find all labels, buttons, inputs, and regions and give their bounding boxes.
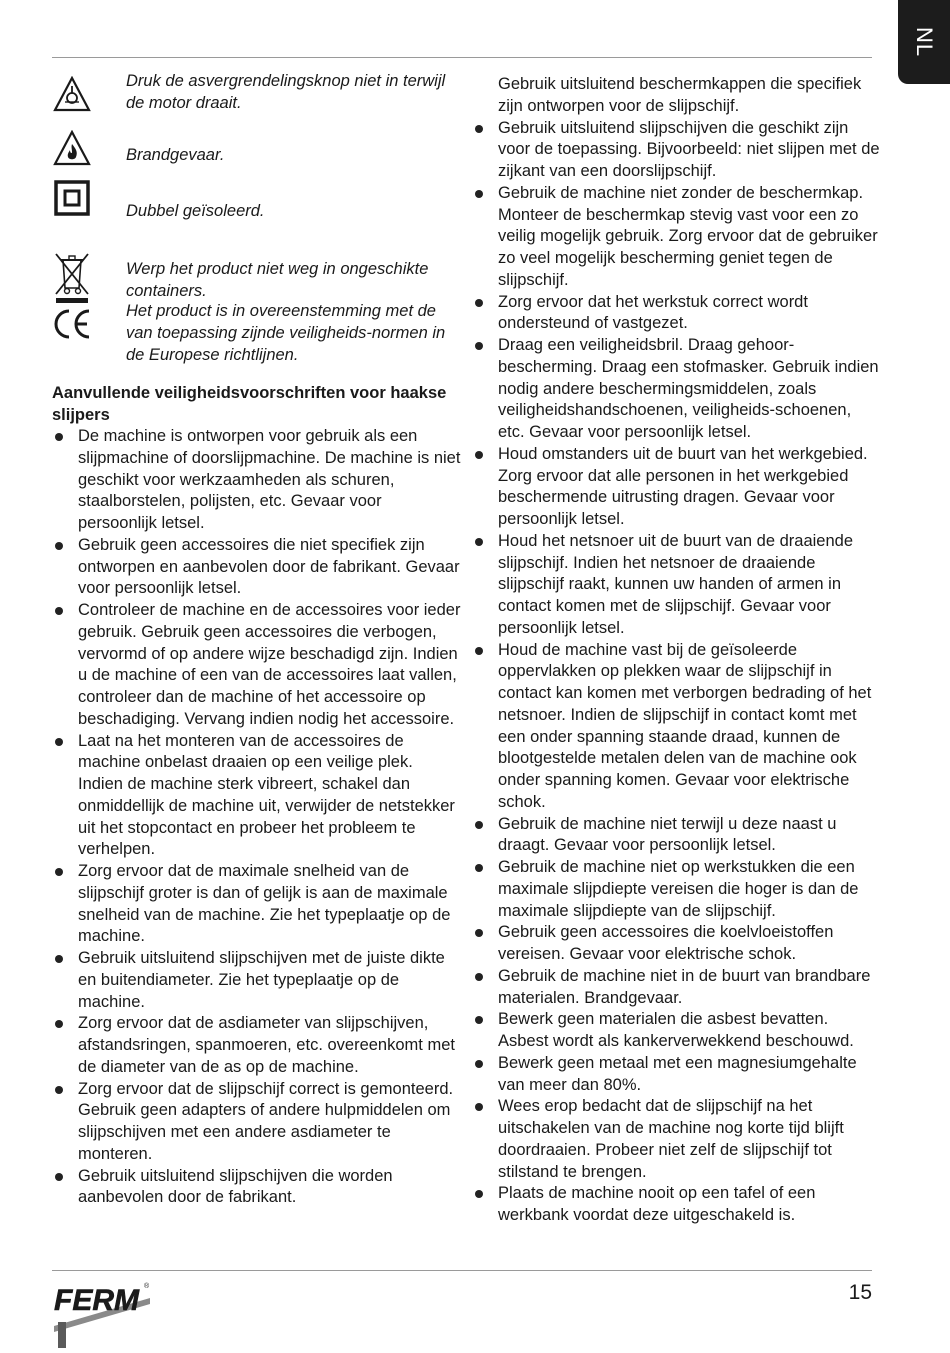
right-column	[472, 74, 882, 1227]
symbol-text: Dubbel geïsoleerd.	[126, 202, 265, 220]
list-item: Zorg ervoor dat het werkstuk correct wordt ondersteund of vastgezet.	[472, 292, 882, 336]
section-title: Aanvullende veiligheidsvoorschriften voor haakse slijpers	[52, 384, 447, 424]
list-item: Gebruik de machine niet op werkstukken die een maximale slijpdiepte vereisen die hoger is dan de maximale slijpdiepte van de slijpschijf.	[472, 857, 882, 922]
list-item: Houd omstanders uit de buurt van het werkgebied. Zorg ervoor dat alle personen in het werkgebied beschermende uitrusting dragen. Gevaar voor persoonlijk letsel.	[472, 444, 882, 531]
symbol-row-spindle-lock	[52, 70, 462, 126]
page-number: 15	[848, 1281, 872, 1304]
list-item: Bewerk geen materialen die asbest bevatten. Asbest wordt als kankerverwekkend beschouwd.	[472, 1009, 882, 1053]
left-column	[52, 70, 462, 1209]
double-insulated-icon	[52, 180, 92, 216]
list-item: Gebruik de machine niet terwijl u deze naast u draagt. Gevaar voor persoonlijk letsel.	[472, 814, 882, 858]
svg-text:®: ®	[144, 1283, 150, 1290]
list-item: Zorg ervoor dat de asdiameter van slijpschijven, afstandsringen, spanmoeren, etc. overeenkomt met de diameter van de as op de machine.	[52, 1013, 462, 1078]
ce-mark-icon	[52, 308, 92, 340]
language-code: NL	[912, 26, 937, 58]
list-item: Houd de machine vast bij de geïsoleerde oppervlakken op plekken waar de slijpschijf in contact kan komen met verborgen bedrading of het netsnoer. Indien de slijpschijf in contact komt met een onder spanning staande draad, kunnen de blootgestelde metalen delen van de machine ook onder spanning komen. Gevaar voor elektrische schok.	[472, 640, 882, 814]
list-item: Gebruik uitsluitend slijpschijven die worden aanbevolen door de fabrikant.	[52, 1166, 462, 1210]
list-item: Draag een veiligheidsbril. Draag gehoor-bescherming. Draag een stofmasker. Gebruik indien nodig andere beschermingsmiddelen, zoals veiligheidshandschoenen, veiligheids-schoenen, etc. Gevaar voor persoonlijk letsel.	[472, 335, 882, 444]
left-bullet-list	[52, 426, 462, 1209]
symbol-text: Het product is in overeenstemming met de van toepassing zijnde veiligheids-normen in de Europese richtlijnen.	[126, 302, 446, 364]
symbol-text: Druk de asvergrendelingsknop niet in terwijl de motor draait.	[126, 72, 446, 112]
continued-paragraph: Gebruik uitsluitend beschermkappen die specifiek zijn ontworpen voor de slijpschijf.	[498, 75, 862, 115]
list-item: Houd het netsnoer uit de buurt van de draaiende slijpschijf. Indien het netsnoer de draaiende slijpschijf raakt, kunnen uw handen of armen in contact komen met de slijpschijf. Gevaar voor persoonlijk letsel.	[472, 531, 882, 640]
list-item: Gebruik de machine niet in de buurt van brandbare materialen. Brandgevaar.	[472, 966, 882, 1010]
symbol-row-double-insulated	[52, 182, 462, 238]
symbol-text: Brandgevaar.	[126, 146, 225, 164]
logo-text: FERM	[54, 1284, 139, 1317]
list-item: Wees erop bedacht dat de slijpschijf na het uitschakelen van de machine nog korte tijd blijft doordraaien. Probeer niet zelf de slijpschijf tot stilstand te brengen.	[472, 1096, 882, 1183]
bottom-divider	[52, 1270, 872, 1271]
list-item: Gebruik geen accessoires die niet specifiek zijn ontworpen en aanbevolen door de fabrikant. Gevaar voor persoonlijk letsel.	[52, 535, 462, 600]
list-item: De machine is ontworpen voor gebruik als een slijpmachine of doorslijpmachine. De machine is niet geschikt voor werkzaamheden als schuren, staalborstelen, polijsten, etc. Gevaar voor persoonlijk letsel.	[52, 426, 462, 535]
language-tab	[898, 0, 950, 84]
weee-bin-icon	[52, 250, 92, 304]
symbol-row-weee	[52, 238, 462, 300]
list-item: Gebruik uitsluitend slijpschijven met de juiste dikte en buitendiameter. Zie het typeplaatje op de machine.	[52, 948, 462, 1013]
list-item: Gebruik geen accessoires die koelvloeistoffen vereisen. Gevaar voor elektrische schok.	[472, 922, 882, 966]
list-item: Zorg ervoor dat de maximale snelheid van de slijpschijf groter is dan of gelijk is aan de maximale snelheid van de machine. Zie het typeplaatje op de machine.	[52, 861, 462, 948]
warning-spindle-lock-icon	[52, 76, 92, 112]
list-item: Bewerk geen metaal met een magnesiumgehalte van meer dan 80%.	[472, 1053, 882, 1097]
list-item: Zorg ervoor dat de slijpschijf correct is gemonteerd. Gebruik geen adapters of andere hulpmiddelen om slijpschijven met een andere asdiameter te monteren.	[52, 1079, 462, 1166]
ferm-logo	[52, 1278, 152, 1348]
fire-hazard-icon	[52, 130, 92, 166]
right-bullet-list	[472, 118, 882, 1227]
list-item: Gebruik de machine niet zonder de beschermkap. Monteer de beschermkap stevig vast voor een zo veilig mogelijk gebruik. Zorg ervoor dat de gebruiker zo veel mogelijk bescherming geniet tegen de slijpschijf.	[472, 183, 882, 292]
list-item: Controleer de machine en de accessoires voor ieder gebruik. Gebruik geen accessoires die verbogen, vervormd of op andere wijze beschadigd zijn. Indien u de machine of een van de accessoires laat vallen, controleer dan de machine of het accessoire op beschadiging. Vervang indien nodig het accessoire.	[52, 600, 462, 731]
list-item: Gebruik uitsluitend slijpschijven die geschikt zijn voor de toepassing. Bijvoorbeeld: niet slijpen met de zijkant van een doorslijpschijf.	[472, 118, 882, 183]
symbol-row-fire	[52, 126, 462, 182]
list-item: Laat na het monteren van de accessoires de machine onbelast draaien op een veilige plek. Indien de machine sterk vibreert, schakel dan onmiddellijk de machine uit, verwijder de netstekker uit het stopcontact en probeer het probleem te verhelpen.	[52, 731, 462, 862]
symbol-text: Werp het product niet weg in ongeschikte containers.	[126, 260, 429, 300]
top-divider	[52, 57, 872, 58]
list-item: Plaats de machine nooit op een tafel of een werkbank voordat deze uitgeschakeld is.	[472, 1183, 882, 1227]
symbol-row-ce	[52, 300, 462, 366]
